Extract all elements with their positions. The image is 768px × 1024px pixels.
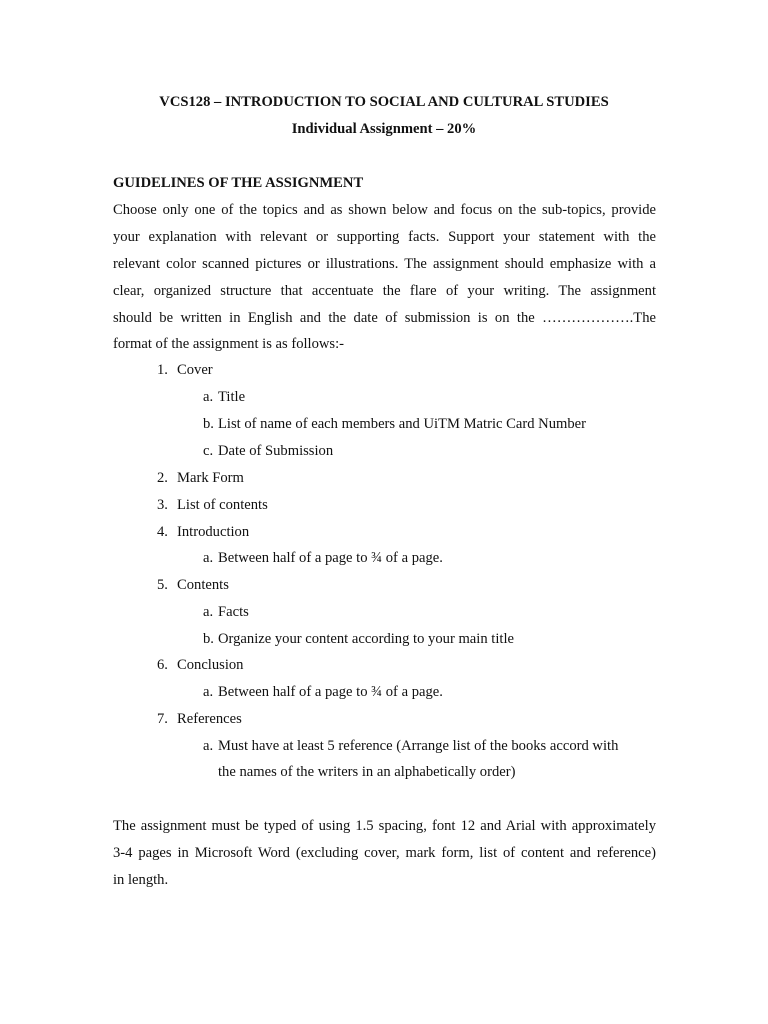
list-marker: 3. [157,497,168,513]
list-item-text: Organize your content according to your main title [218,631,514,647]
list-item-text: List of name of each members and UiTM Matric Card Number [218,416,586,432]
list-item-text: Contents [177,577,229,593]
list-subitem-continuation: the names of the writers in an alphabetically order) [218,764,516,780]
note-line: 3-4 pages in Microsoft Word (excluding cover, mark form, list of content and reference) [113,845,656,861]
paragraph-line: relevant color scanned pictures or illustrations. The assignment should emphasize with a [113,256,656,272]
assignment-title: Individual Assignment – 20% [291,121,477,137]
list-marker: a. [203,389,214,405]
list-marker: a. [203,738,214,754]
list-subitem [203,442,333,460]
list-item-text: Introduction [177,524,250,540]
list-marker: 7. [157,711,168,727]
list-item [157,496,268,514]
paragraph-line: should be written in English and the date of submission is on the ……………….The [113,310,656,326]
list-marker: 1. [157,362,168,378]
list-item-text: Cover [177,362,213,378]
list-marker: a. [203,684,214,700]
list-item-text: Between half of a page to ¾ of a page. [218,684,443,700]
list-subitem [203,683,443,701]
list-item [157,576,229,594]
list-subitem [203,388,245,406]
list-item-text: Conclusion [177,657,244,673]
list-item [157,523,249,541]
list-item-text: Title [218,389,246,405]
paragraph-line: Choose only one of the topics and as shown below and focus on the sub-topics, provide [113,202,656,218]
list-marker: a. [203,550,214,566]
note-line: in length. [113,872,169,888]
list-marker: 5. [157,577,168,593]
list-item-text: Facts [218,604,249,620]
list-subitem [203,415,586,433]
paragraph-line: format of the assignment is as follows:- [113,336,345,352]
list-subitem [203,630,514,648]
list-item [157,469,244,487]
list-item [157,361,213,379]
list-marker: c. [203,443,214,459]
paragraph-line: your explanation with relevant or supporting facts. Support your statement with the [113,229,656,245]
list-subitem [203,737,618,755]
list-marker: b. [203,416,214,432]
list-item-text: References [177,711,242,727]
list-marker: 2. [157,470,168,486]
list-marker: 4. [157,524,168,540]
list-item-text: Mark Form [177,470,244,486]
list-item [157,710,242,728]
list-marker: a. [203,604,214,620]
list-marker: b. [203,631,214,647]
paragraph-line: clear, organized structure that accentuate the flare of your writing. The assignment [113,283,656,299]
guidelines-heading: GUIDELINES OF THE ASSIGNMENT [113,175,364,191]
note-line: The assignment must be typed of using 1.5 spacing, font 12 and Arial with approximately [113,818,656,834]
list-subitem [203,549,443,567]
list-marker: 6. [157,657,168,673]
course-title: VCS128 – INTRODUCTION TO SOCIAL AND CULTURAL STUDIES [159,94,609,110]
list-item-text: Date of Submission [218,443,334,459]
list-subitem [203,603,249,621]
list-item-text: Must have at least 5 reference (Arrange list of the books accord with [218,738,619,754]
list-item-text: List of contents [177,497,268,513]
list-item-text: Between half of a page to ¾ of a page. [218,550,443,566]
list-item [157,656,243,674]
